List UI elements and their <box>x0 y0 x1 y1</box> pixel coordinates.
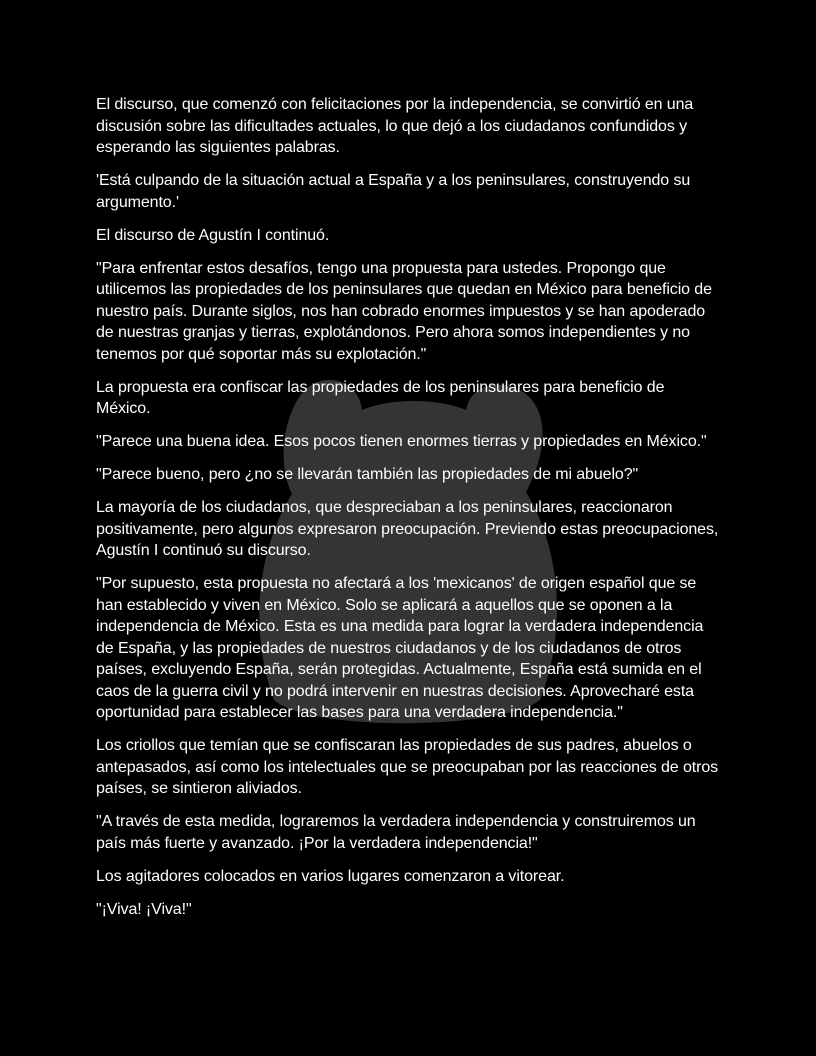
paragraph: "Parece bueno, pero ¿no se llevarán también las propiedades de mi abuelo?" <box>96 466 639 483</box>
paragraph: El discurso de Agustín I continuó. <box>96 226 330 244</box>
paragraph: "Parece una buena idea. Esos pocos tienen enormes tierras y propiedades en México." <box>96 433 707 450</box>
paragraph: Los agitadores colocados en varios lugares comenzaron a vitorear. <box>96 867 565 885</box>
paragraph: El discurso, que comenzó con felicitaciones por la independencia, se convirtió en una discusión sobre las dificultades actuales, lo que dejó a los ciudadanos confundidos y esperando las siguientes palabras. <box>96 96 694 156</box>
paragraph: "¡Viva! ¡Viva!" <box>96 900 192 918</box>
paragraph: 'Está culpando de la situación actual a España y a los peninsulares, construyendo su argumento.' <box>96 172 691 211</box>
paragraph: "A través de esta medida, lograremos la verdadera independencia y construiremos un país más fuerte y avanzado. ¡Por la verdadera independencia!" <box>96 813 696 852</box>
paragraph: La mayoría de los ciudadanos, que despreciaban a los peninsulares, reaccionaron positivamente, pero algunos expresaron preocupación. Previendo estas preocupaciones, Agustín I continuó su discurso. <box>96 499 719 559</box>
paragraph: "Por supuesto, esta propuesta no afectará a los 'mexicanos' de origen español que se han establecido y viven en México. Solo se aplicará a aquellos que se oponen a la independencia de México. Esta es una medida para lograr la verdadera independencia de España, y las propiedades de nuestros ciudadanos y de los ciudadanos de otros países, excluyendo España, serán protegidas. Actualmente, España está sumida en el caos de la guerra civil y no podrá intervenir en nuestras decisiones. Aprovecharé esta oportunidad para establecer las bases para una verdadera independencia." <box>96 575 704 721</box>
paragraph: La propuesta era confiscar las propiedades de los peninsulares para beneficio de México. <box>96 378 665 417</box>
document-body <box>96 94 722 932</box>
paragraph: Los criollos que temían que se confiscaran las propiedades de sus padres, abuelos o antepasados, así como los intelectuales que se preocupaban por las reacciones de otros países, se sintieron aliviados. <box>96 737 719 797</box>
paragraph: "Para enfrentar estos desafíos, tengo una propuesta para ustedes. Propongo que utilicemos las propiedades de los peninsulares que quedan en México para beneficio de nuestro país. Durante siglos, nos han cobrado enormes impuestos y se han apoderado de nuestras granjas y tierras, explotándonos. Pero ahora somos independientes y no tenemos por qué soportar más su explotación." <box>96 259 712 363</box>
